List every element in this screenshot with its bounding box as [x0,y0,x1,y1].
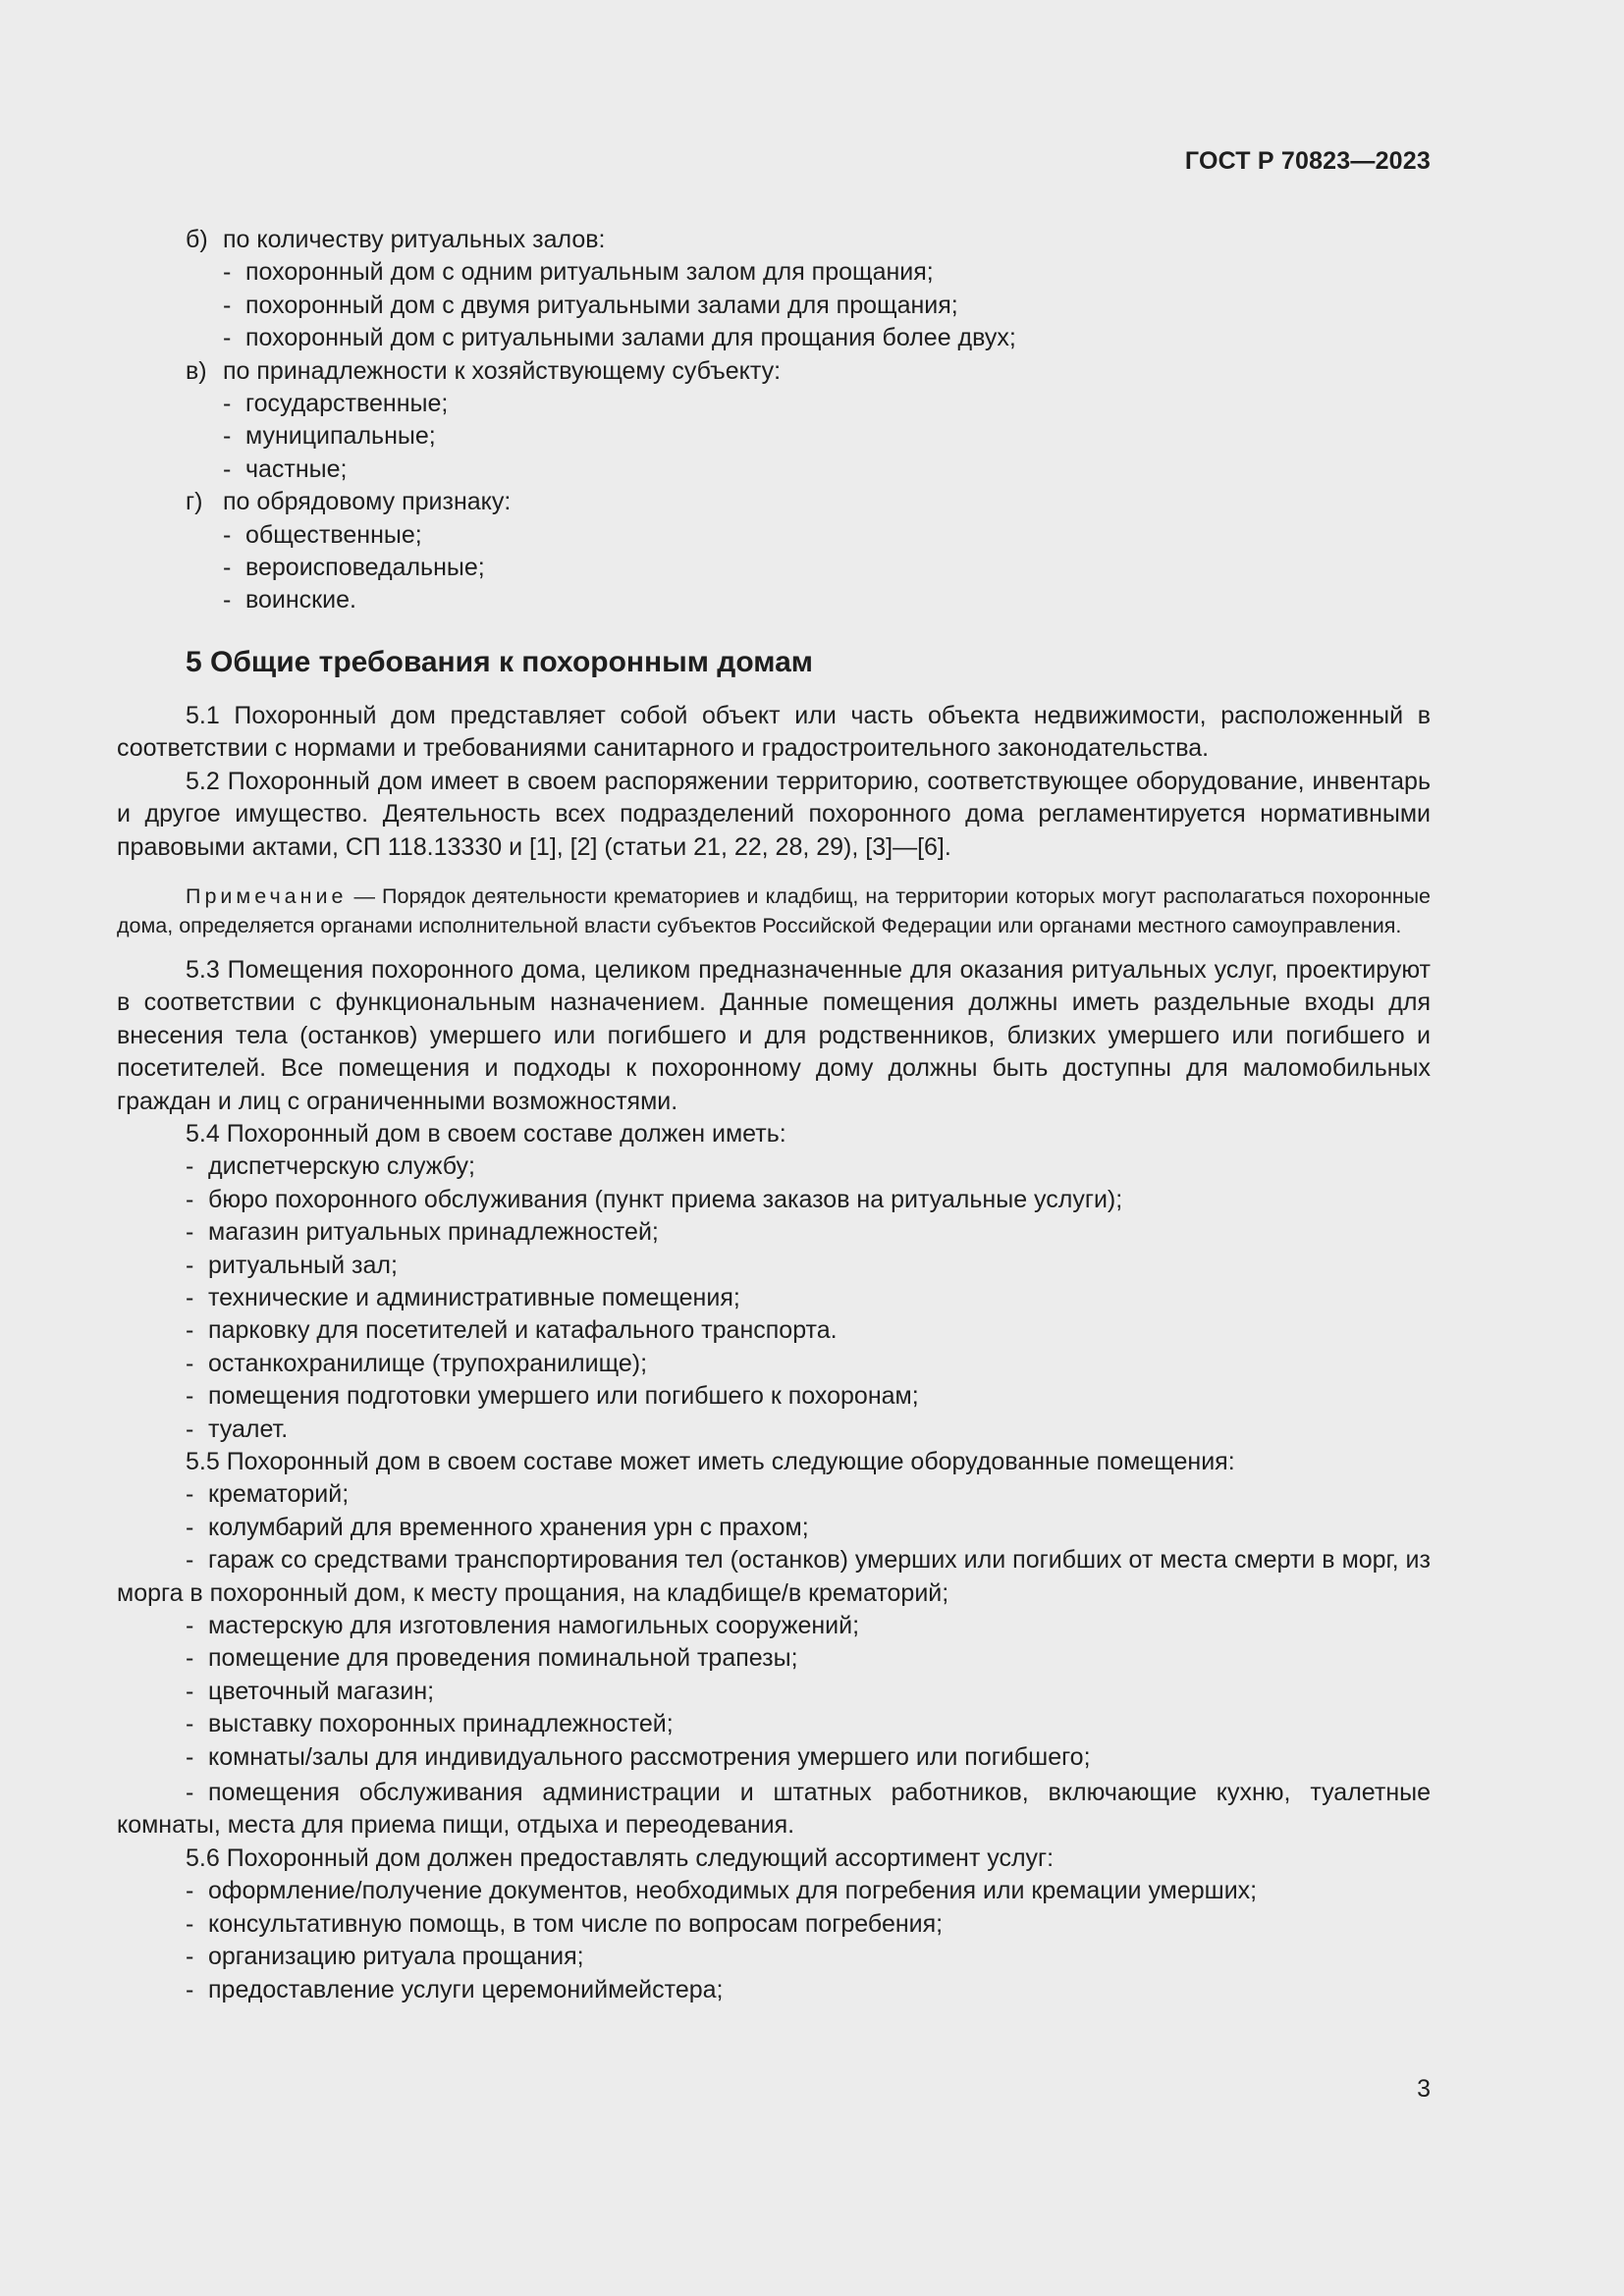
list-heading [117,486,1431,518]
list-item: - оформление/получение документов, необходимых для погребения или кремации умерших; [186,1877,1258,1905]
list-letter: б) [186,226,208,253]
list-title: по обрядовому признаку: [223,488,512,516]
note-label: Примечание [186,883,348,908]
paragraph-5-6: 5.6 Похоронный дом должен предоставлять следующий ассортимент услуг: [186,1843,1055,1872]
list-5-6 [117,1875,1431,2006]
list-item: - государственные; [223,390,449,418]
page-body [117,224,1431,2006]
list-item: - комнаты/залы для индивидуального рассмотрения умершего или погибшего; [186,1742,1091,1771]
paragraph-5-4: 5.4 Похоронный дом в своем составе должен иметь: [186,1119,786,1148]
list-item: - туалет. [186,1415,289,1443]
list-letter: в) [186,356,207,385]
classification-list-g [117,486,1431,617]
classification-list-b [117,224,1431,355]
list-item: - крематорий; [186,1480,350,1509]
list-item: - парковку для посетителей и катафального транспорта. [186,1316,838,1345]
page-number: 3 [1417,2075,1431,2103]
list-item: - похоронный дом с одним ритуальным залом для прощания; [223,258,934,287]
paragraph-5-1: 5.1 Похоронный дом представляет собой объект или часть объекта недвижимости, расположенный в соответствии с нормами и требованиями санитарного и градостроительного законодательства. [117,701,1431,763]
paragraph-5-2: 5.2 Похоронный дом имеет в своем распоряжении территорию, соответствующее оборудование, инвентарь и другое имущество. Деятельность всех подразделений похоронного дома регламентируется нормативными правовыми актами, СП 118.13330 и [1], [2] (статьи 21, 22, 28, 29), [3]—[6]. [117,767,1431,861]
note [117,881,1431,940]
list-item: - вероисповедальные; [223,554,485,582]
list-item: - магазин ритуальных принадлежностей; [186,1218,659,1247]
list-item: - частные; [223,454,348,483]
list-item: - похоронный дом с ритуальными залами для прощания более двух; [223,324,1016,352]
list-item: - диспетчерскую службу; [186,1152,475,1181]
list-item: - цветочный магазин; [186,1677,435,1705]
list-title: по принадлежности к хозяйствующему субъекту: [223,356,782,385]
list-5-5 [117,1478,1431,1842]
list-5-4 [117,1150,1431,1446]
section-heading: 5 Общие требования к похоронным домам [186,645,813,678]
list-item: - колумбарий для временного хранения урн с прахом; [186,1513,809,1541]
list-item: - консультативную помощь, в том числе по вопросам погребения; [186,1909,944,1938]
list-item: - общественные; [223,520,422,549]
paragraph-5-3: 5.3 Помещения похоронного дома, целиком предназначенные для оказания ритуальных услуг, проектируют в соответствии с функциональным назначением. Данные помещения должны иметь раздельные входы для внесения тела (останков) умершего или погибшего и для родственников, близких умершего или погибшего и посетителей. Все помещения и подходы к похоронному дому должны быть доступны для маломобильных граждан и лиц с ограниченными возможностями. [117,955,1431,1115]
list-item: - воинские. [223,586,356,614]
list-item: - помещения подготовки умершего или погибшего к похоронам; [186,1382,919,1411]
list-item-long: - гараж со средствами транспортирования тел (останков) умерших или погибших от места смерти в морг, из морга в похоронный дом, к месту прощания, на кладбище/в крематорий; [117,1546,1431,1607]
list-item: - мастерскую для изготовления намогильных сооружений; [186,1612,860,1640]
list-item-long: - помещения обслуживания администрации и штатных работников, включающие кухню, туалетные комнаты, места для приема пищи, отдыха и переодевания. [117,1779,1431,1840]
list-title: по количеству ритуальных залов: [223,226,606,253]
list-item: - предоставление услуги церемониймейстера; [186,1975,724,2003]
list-letter: г) [186,488,203,516]
list-item: - ритуальный зал; [186,1251,398,1279]
list-heading [117,355,1431,388]
list-heading [117,224,1431,256]
list-item: - технические и административные помещения; [186,1283,740,1311]
paragraph-5-5: 5.5 Похоронный дом в своем составе может иметь следующие оборудованные помещения: [186,1448,1235,1475]
document-code: ГОСТ Р 70823—2023 [1184,147,1431,175]
list-item: - бюро похоронного обслуживания (пункт приема заказов на ритуальные услуги); [186,1185,1123,1213]
list-item: - останкохранилище (трупохранилище); [186,1349,648,1377]
list-item: - организацию ритуала прощания; [186,1943,584,1971]
classification-list-v [117,355,1431,487]
note-text: — Порядок деятельности крематориев и кладбищ, на территории которых могут располагаться похоронные дома, определяется органами исполнительной власти субъектов Российской Федерации или органами местного самоуправления. [117,883,1431,937]
list-item: - похоронный дом с двумя ритуальными залами для прощания; [223,291,958,319]
list-item: - муниципальные; [223,422,436,451]
list-item: - выставку похоронных принадлежностей; [186,1710,674,1738]
list-item: - помещение для проведения поминальной трапезы; [186,1644,798,1673]
